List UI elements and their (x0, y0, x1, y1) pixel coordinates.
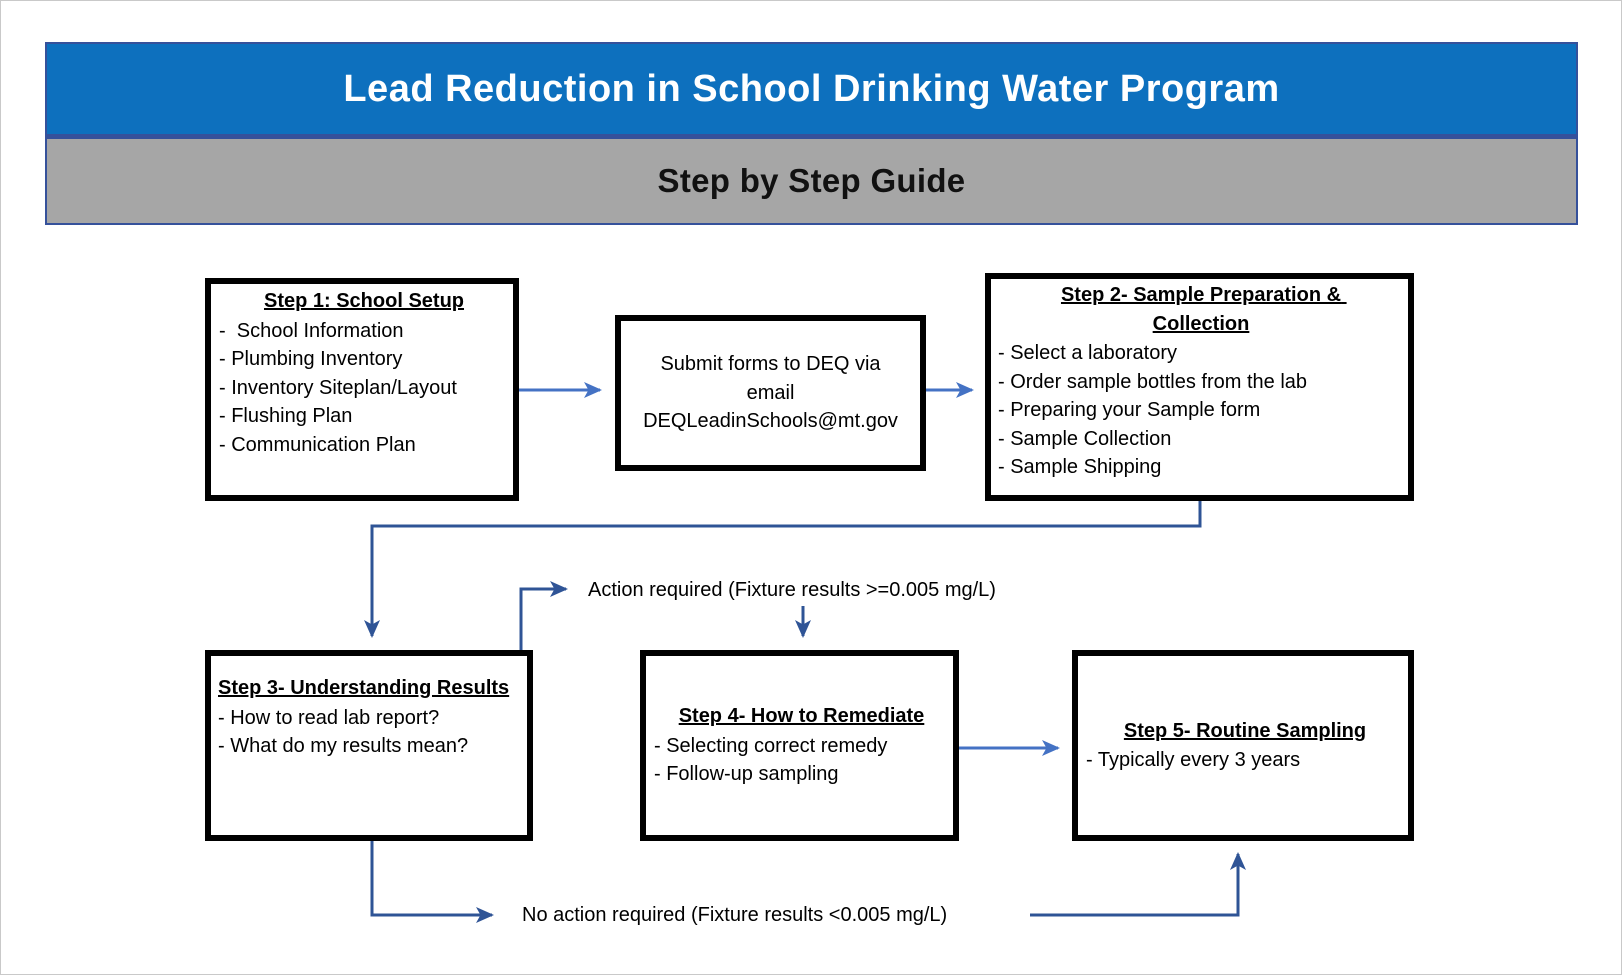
list-item: - School Information (219, 319, 404, 342)
step1-box (205, 278, 519, 501)
page-subtitle: Step by Step Guide (657, 162, 966, 199)
no-action-required-label: No action required (Fixture results <0.005 mg/L) (522, 904, 948, 926)
arrow-step3-to-action-label (521, 589, 566, 650)
step1-items (219, 317, 509, 460)
step5-items (1086, 746, 1404, 775)
step5-box (1072, 650, 1414, 841)
list-item: - How to read lab report? (218, 706, 440, 729)
title-banner (45, 42, 1578, 136)
step1-title: Step 1: School Setup (263, 290, 465, 312)
list-item: - Selecting correct remedy (654, 734, 888, 757)
list-item: - Flushing Plan (219, 405, 353, 427)
step4-box (640, 650, 959, 841)
submit-line: email (746, 381, 795, 404)
list-item: - Communication Plan (219, 433, 416, 456)
step4-items (654, 732, 949, 789)
list-item: - Sample Collection (998, 427, 1172, 450)
step2-items (998, 339, 1404, 482)
step3-title: Step 3- Understanding Results (218, 677, 510, 699)
list-item: - What do my results mean? (218, 735, 469, 757)
arrow-step2-to-step3 (372, 500, 1200, 636)
step3-box (205, 650, 533, 841)
page-title: Lead Reduction in School Drinking Water Program (343, 67, 1280, 110)
subtitle-banner (45, 136, 1578, 225)
arrow-step3-to-no-action-label (372, 840, 492, 915)
list-item: - Plumbing Inventory (219, 348, 403, 370)
step4-title: Step 4- How to Remediate (678, 705, 925, 728)
step2-box (985, 273, 1414, 501)
step2-title: Step 2- Sample Preparation & Collection (1060, 284, 1347, 335)
list-item: - Order sample bottles from the lab (998, 370, 1308, 393)
action-required-label: Action required (Fixture results >=0.005 mg/L) (588, 579, 996, 601)
list-item: - Inventory Siteplan/Layout (219, 376, 457, 399)
submit-email: DEQLeadinSchools@mt.gov (643, 410, 898, 433)
list-item: - Follow-up sampling (654, 763, 839, 786)
step5-title: Step 5- Routine Sampling (1123, 719, 1367, 742)
list-item: - Select a laboratory (998, 342, 1177, 364)
submit-line: Submit forms to DEQ via (660, 353, 881, 376)
list-item: - Preparing your Sample form (998, 399, 1261, 421)
submit-forms-box (615, 315, 926, 471)
list-item: - Sample Shipping (998, 456, 1162, 478)
arrow-no-action-label-to-step5 (1030, 854, 1238, 915)
step3-items (218, 704, 523, 761)
list-item: - Typically every 3 years (1086, 749, 1301, 771)
